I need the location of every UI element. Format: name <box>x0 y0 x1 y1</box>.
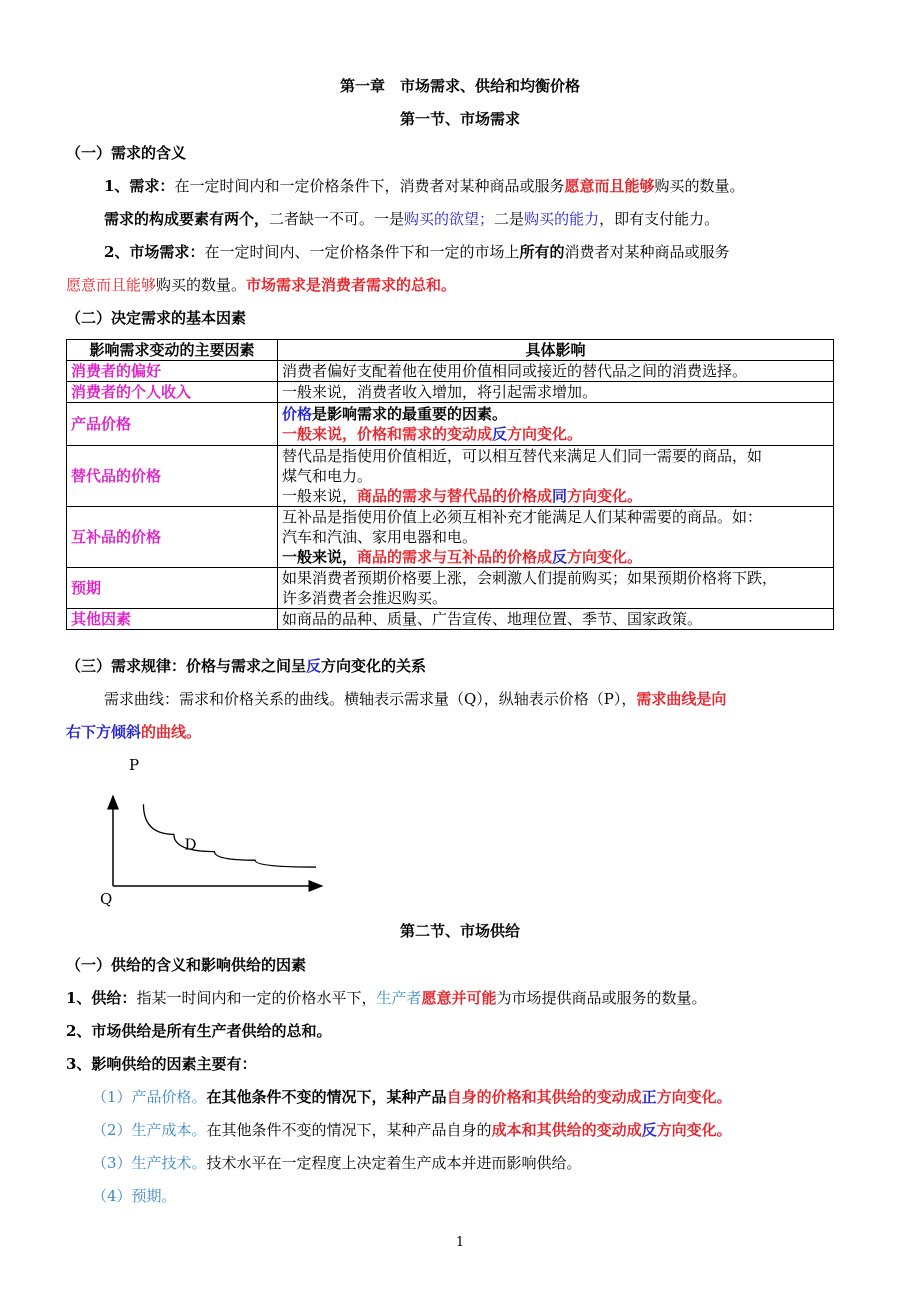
text: 消费者对某种商品或服务 <box>564 243 730 261</box>
factor-cell: 消费者的个人收入 <box>67 382 278 403</box>
list-item <box>92 1087 732 1107</box>
text: ，即有支付能力。 <box>599 210 720 228</box>
x-axis-label: Q <box>100 890 113 908</box>
highlight: 商品的需求与替代品的价格成 <box>357 487 553 505</box>
paragraph-demand-elements <box>104 209 719 229</box>
detail-line: 许多消费者会推迟购买。 <box>282 589 448 607</box>
list-item: （4）预期。 <box>92 1187 177 1205</box>
text: 二者缺一不可。一是 <box>269 210 405 228</box>
table-row <box>67 507 834 568</box>
factor-cell: 替代品的价格 <box>67 446 278 507</box>
text: 一般来说， <box>282 487 358 505</box>
highlight: 一般来说，价格和需求的变动成 <box>282 425 493 443</box>
detail-line: 汽车和汽油、家用电器和电。 <box>282 528 478 546</box>
paragraph-market-demand-cont <box>66 275 456 295</box>
highlight: 购买的欲望； <box>404 210 495 228</box>
text: 在其他条件不变的情况下，某种产品自身的 <box>206 1121 492 1139</box>
text-bold: 在其他条件不变的情况下，某种产品 <box>206 1088 447 1106</box>
detail-line: 替代品是指使用价值相近，可以相互替代来满足人们同一需要的商品，如 <box>282 447 763 465</box>
highlight: 成本和其供给的变动成 <box>491 1121 642 1139</box>
highlight: 右下方倾斜 <box>66 723 142 741</box>
item-label: （1）产品价格。 <box>92 1088 207 1106</box>
term: 1、供给： <box>66 989 137 1007</box>
text-bold: 一般来说， <box>282 548 358 566</box>
table-header-row <box>67 340 834 361</box>
text: 技术水平在一定程度上决定着生产成本并进而影响供给。 <box>206 1154 582 1172</box>
paragraph-demand-definition <box>104 176 744 196</box>
table-header-cell: 影响需求变动的主要因素 <box>67 340 278 361</box>
list-item <box>92 1120 732 1140</box>
highlight: 需求曲线是向 <box>636 690 727 708</box>
highlight: 方向变化。 <box>656 1088 732 1106</box>
highlight: 反 <box>641 1121 657 1139</box>
highlight: 愿意而且能够 <box>66 276 157 294</box>
text: 在一定时间内、一定价格条件下和一定的市场上 <box>204 243 520 261</box>
table-row <box>67 403 834 446</box>
factor-cell: 预期 <box>67 568 278 609</box>
item-label: （3）生产技术。 <box>92 1154 207 1172</box>
detail-line: 如果消费者预期价格要上涨，会刺激人们提前购买；如果预期价格将下跌， <box>282 569 778 587</box>
highlight: 的曲线。 <box>141 723 202 741</box>
text: 二是 <box>494 210 525 228</box>
highlight: 方向变化。 <box>656 1121 732 1139</box>
highlight: 反 <box>306 657 322 675</box>
term: 2、市场需求： <box>104 243 205 261</box>
table-row <box>67 446 834 507</box>
text: 购买的数量。 <box>654 177 745 195</box>
paragraph-market-supply: 2、市场供给是所有生产者供给的总和。 <box>66 1022 332 1040</box>
highlight: 同 <box>552 487 568 505</box>
paragraph-supply-factors: 3、影响供给的因素主要有： <box>66 1055 257 1073</box>
paragraph-market-demand <box>104 242 730 262</box>
heading-supply-meaning: （一）供给的含义和影响供给的因素 <box>66 956 307 974</box>
item-label: （2）生产成本。 <box>92 1121 207 1139</box>
text: 方向变化的关系 <box>321 657 427 675</box>
detail-cell: 消费者偏好支配着他在使用价值相同或接近的替代品之间的消费选择。 <box>278 361 834 382</box>
text: 在一定时间内和一定价格条件下，消费者对某种商品或服务 <box>174 177 565 195</box>
text: 为市场提供商品或服务的数量。 <box>496 989 707 1007</box>
highlight: 方向变化。 <box>567 548 643 566</box>
series-label: D <box>184 835 197 854</box>
heading-demand-law <box>66 656 426 676</box>
factor-cell: 互补品的价格 <box>67 507 278 568</box>
highlight: 购买的能力 <box>524 210 600 228</box>
paragraph-demand-curve <box>104 689 726 709</box>
highlight: 反 <box>552 548 568 566</box>
highlight: 价格 <box>282 405 313 423</box>
highlight: 自身的价格和其供给的变动成 <box>446 1088 642 1106</box>
detail-cell <box>278 507 834 568</box>
demand-curve-line <box>143 804 316 867</box>
factor-cell: 消费者的偏好 <box>67 361 278 382</box>
demand-curve-chart <box>96 752 336 910</box>
demand-factors-table <box>66 339 834 630</box>
detail-cell: 如商品的品种、质量、广告宣传、地理位置、季节、国家政策。 <box>278 609 834 630</box>
chapter-title: 第一章 市场需求、供给和均衡价格 <box>339 77 580 95</box>
section-title-2: 第二节、市场供给 <box>399 922 520 940</box>
text: （三）需求规律：价格与需求之间呈 <box>66 657 307 675</box>
highlight: 市场需求是消费者需求的总和。 <box>246 276 457 294</box>
highlight: 反 <box>492 425 508 443</box>
detail-cell <box>278 568 834 609</box>
table-row <box>67 361 834 382</box>
highlight: 商品的需求与互补品的价格成 <box>357 548 553 566</box>
highlight: 方向变化。 <box>567 487 643 505</box>
detail-line: 互补品是指使用价值上必须互相补充才能满足人们某种需要的商品。如： <box>282 508 763 526</box>
heading-demand-factors: （二）决定需求的基本因素 <box>66 309 247 327</box>
paragraph-supply-definition <box>66 988 707 1008</box>
table-row <box>67 568 834 609</box>
table-row <box>67 609 834 630</box>
detail-cell <box>278 403 834 446</box>
detail-cell: 一般来说，消费者收入增加，将引起需求增加。 <box>278 382 834 403</box>
page-number: 1 <box>455 1235 465 1250</box>
table-header-cell: 具体影响 <box>278 340 834 361</box>
heading-demand-meaning: （一）需求的含义 <box>66 144 187 162</box>
section-title-1: 第一节、市场需求 <box>399 110 520 128</box>
highlight: 正 <box>641 1088 657 1106</box>
term: 需求的构成要素有两个， <box>104 210 270 228</box>
highlight: 生产者 <box>376 989 422 1007</box>
detail-cell <box>278 446 834 507</box>
y-axis-label: P <box>129 756 140 774</box>
highlight: 方向变化。 <box>507 425 583 443</box>
text: 需求曲线：需求和价格关系的曲线。横轴表示需求量（Q），纵轴表示价格（P）， <box>104 690 637 708</box>
paragraph-demand-curve-cont <box>66 722 201 742</box>
term: 1、需求： <box>104 177 175 195</box>
detail-line: 煤气和电力。 <box>282 467 373 485</box>
text: 指某一时间内和一定的价格水平下， <box>136 989 377 1007</box>
table-row <box>67 382 834 403</box>
highlight: 愿意而且能够 <box>564 177 655 195</box>
list-item <box>92 1153 582 1173</box>
text-bold: 是影响需求的最重要的因素。 <box>312 405 508 423</box>
highlight: 愿意并可能 <box>421 989 497 1007</box>
text-bold: 所有的 <box>519 243 565 261</box>
factor-cell: 其他因素 <box>67 609 278 630</box>
factor-cell: 产品价格 <box>67 403 278 446</box>
text: 购买的数量。 <box>156 276 247 294</box>
